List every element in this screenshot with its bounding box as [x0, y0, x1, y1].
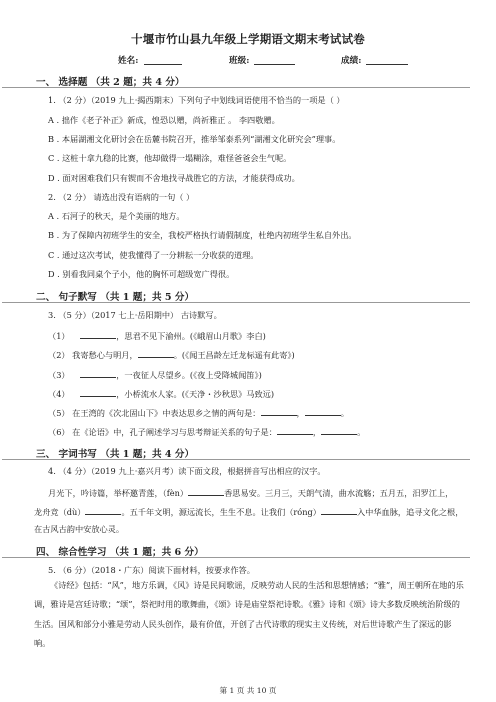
- q1-option-b[interactable]: B . 本届湖湘文化研讨会在岳麓书院召开，推举邹泰系列“湖湘文化研究会”理事。: [48, 134, 341, 144]
- item-text: 。: [340, 408, 349, 418]
- name-label: 姓名:: [118, 56, 139, 66]
- passage-text: 《诗经》包括：“风”，地方乐调，《风》诗是民间歌谣，反映劳动人民的生活和思想情感；“雅”，周王朝所在地的乐调，雅诗是宫廷诗歌；“颂”，祭祀时用的歌舞曲，《颂》诗是庙堂祭祀诗歌。《雅》诗和《颂》诗大多数反映统治阶级的生活。国风和部分小雅是劳动人民头创作，最有价值，开创了古代诗歌的现实主义传统，对后世诗歌产生了深远的影响。: [34, 580, 464, 649]
- class-label: 班级:: [229, 56, 250, 66]
- item-text: ，思君不见下渝州。(《峨眉山月歌》李白): [116, 331, 266, 341]
- q1-option-a[interactable]: A . 拙作《老子补正》新成，惶恐以赠，尚祈雅正 。 李四敬赠。: [48, 115, 280, 125]
- q4-stem: 4. （4 分）（2019 九上·嘉兴月考）读下面文段，根据拼音写出相应的汉字。: [48, 466, 326, 476]
- passage-text: 龙舟竞（dù）: [34, 507, 86, 517]
- answer-blank[interactable]: [80, 329, 116, 339]
- item-number: （4）: [48, 389, 70, 399]
- q1-option-d[interactable]: D . 面对困难我们只有锲而不舍地找寻战胜它的方法，才能获得成功。: [48, 173, 300, 183]
- item-text: 。(《闻王昌龄左迁龙标遥有此寄》): [173, 350, 295, 360]
- q3-item-1: [48, 329, 266, 341]
- q3-item-6: [48, 425, 365, 437]
- section-4-heading: [36, 544, 204, 558]
- page-footer: 第 1 页 共 10 页: [219, 686, 277, 695]
- score-blank[interactable]: [366, 56, 408, 65]
- score-label: 成绩:: [341, 56, 362, 66]
- answer-blank[interactable]: [277, 425, 313, 435]
- q5-passage: [34, 576, 464, 654]
- section-2-title: 二、 句子默写 （共 1 题；共 5 分）: [36, 292, 195, 303]
- section-divider: [2, 302, 470, 303]
- section-3-heading: [36, 446, 194, 460]
- item-text: （6） 在《论语》中，孔子阐述学习与思考辩证关系的句子是：: [48, 427, 277, 437]
- q2-option-d[interactable]: D . 别看我同桌个子小，他的胸怀可超级宽广得很。: [48, 269, 235, 279]
- item-text: ，一夜征人尽望乡。(《夜上受降城闻笛》): [116, 370, 262, 380]
- q3-item-2: [48, 348, 295, 360]
- item-text: （2） 我寄愁心与明月，: [48, 350, 138, 360]
- section-4-title: 四、 综合性学习 （共 1 题；共 6 分）: [36, 547, 204, 558]
- section-1-heading: [36, 74, 185, 88]
- q1-stem: 1. （2 分）（2019 九上·揭西期末）下列句子中划线词语使用不恰当的一项是（ ）: [48, 95, 345, 105]
- q4-line-3: 在古风古韵中安放心灵。: [34, 524, 125, 534]
- section-1-title: 一、 选择题 （共 2 题；共 4 分）: [36, 77, 185, 88]
- answer-blank[interactable]: [321, 505, 357, 515]
- answer-blank[interactable]: [80, 368, 116, 378]
- q1-option-c[interactable]: C . 这桩十拿九稳的比赛，他却做得一塌糊涂，难怪爸爸会生气呢。: [48, 153, 292, 163]
- item-number: （3）: [48, 370, 70, 380]
- item-text: ，: [312, 427, 322, 437]
- name-blank[interactable]: [144, 56, 182, 65]
- answer-blank[interactable]: [85, 505, 121, 515]
- q5-stem: 5. （6 分）（2018・广东）阅读下面材料，按要求作答。: [48, 565, 255, 575]
- q3-item-4: [48, 387, 274, 399]
- answer-blank[interactable]: [261, 406, 297, 416]
- item-text: ，: [296, 408, 305, 418]
- passage-text: 入中华血脉，追寻文化之根，: [356, 507, 464, 517]
- q3-item-5: [48, 406, 349, 418]
- answer-blank[interactable]: [305, 406, 341, 416]
- passage-text: 。五千年文明，源远流长，生生不息。让我们（róng）: [121, 507, 321, 517]
- section-divider: [2, 557, 470, 558]
- section-2-heading: [36, 289, 194, 303]
- section-divider: [2, 459, 470, 460]
- q4-line-2: [34, 505, 463, 517]
- passage-text: 月光下，吟诗篇，举杯邀青莲，（fèn）: [48, 488, 189, 498]
- q3-stem: 3. （5 分）（2017 七上·岳阳期中） 古诗默写。: [48, 310, 222, 320]
- q3-item-3: [48, 368, 262, 380]
- answer-blank[interactable]: [188, 486, 224, 496]
- q4-line-1: [34, 486, 453, 498]
- q2-option-b[interactable]: B . 为了保障内初班学生的安全，我校严格执行请假制度，杜绝内初班学生私自外出。: [48, 230, 357, 240]
- class-blank[interactable]: [254, 56, 295, 65]
- answer-blank[interactable]: [138, 348, 174, 358]
- item-number: （1）: [48, 331, 70, 341]
- exam-title: 十堰市竹山县九年级上学期语文期末考试试卷: [131, 32, 365, 46]
- section-divider: [2, 87, 470, 88]
- item-text: ，小桥流水人家。(《天净・沙秋思》马致远): [116, 389, 275, 399]
- q2-stem: 2. （2 分） 请选出没有语病的一句（ ）: [48, 192, 195, 202]
- item-text: 。: [357, 427, 366, 437]
- q2-option-c[interactable]: C . 通过这次考试，使我懂得了一分耕耘一分收获的道理。: [48, 250, 259, 260]
- answer-blank[interactable]: [321, 425, 357, 435]
- item-text: （5） 在王湾的《次北固山下》中表达思乡之情的两句是：: [48, 408, 261, 418]
- q2-option-a[interactable]: A . 石河子的秋天，是个美丽的地方。: [48, 211, 185, 221]
- answer-blank[interactable]: [80, 387, 116, 397]
- passage-text: 香思易安。三月三，天朗气清，曲水流觞；五月五，汨罗江上，: [224, 488, 454, 498]
- section-3-title: 三、 字词书写 （共 1 题；共 4 分）: [36, 449, 195, 460]
